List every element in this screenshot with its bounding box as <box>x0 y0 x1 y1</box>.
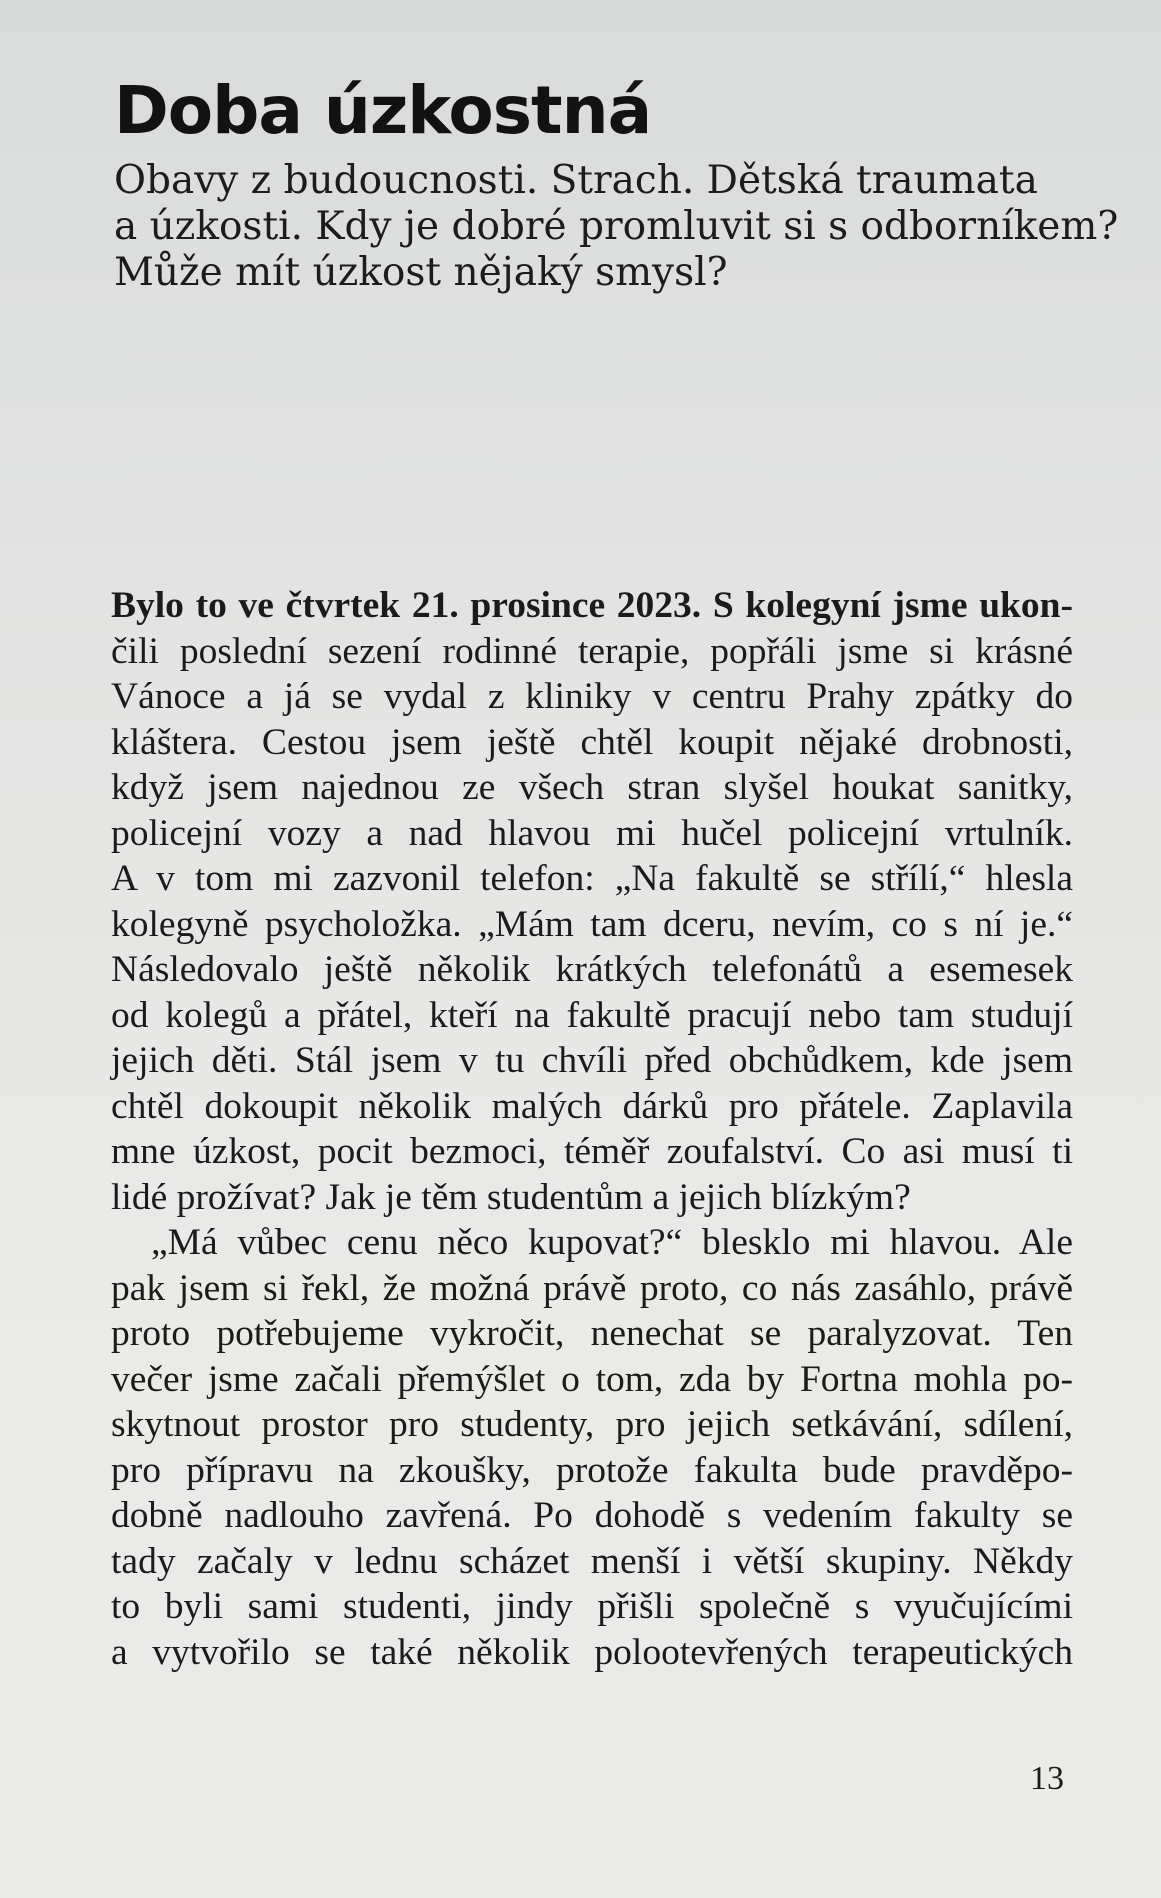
paragraph-line: skytnout prostor pro studenty, pro jejich setkávání, sdílení, <box>111 1404 1073 1445</box>
subtitle-line: Může mít úzkost nějaký smysl? <box>114 250 728 295</box>
page-number: 13 <box>1030 1760 1064 1797</box>
paragraph-line: když jsem najednou ze všech stran slyšel houkat sanitky, <box>111 767 1073 808</box>
body-text <box>111 583 1073 1675</box>
paragraph-line: kláštera. Cestou jsem ještě chtěl koupit nějaké drobnosti, <box>111 721 1073 763</box>
paragraph-line: Vánoce a já se vydal z kliniky v centru Prahy zpátky do <box>111 676 1073 717</box>
chapter-title: Doba úzkostná <box>114 72 652 149</box>
paragraph-line: tady začaly v lednu scházet menší i větší skupiny. Někdy <box>111 1540 1073 1582</box>
subtitle-line: Obavy z budoucnosti. Strach. Dětská traumata <box>114 158 1038 203</box>
paragraph-line: Následovalo ještě několik krátkých telefonátů a esemesek <box>111 949 1073 990</box>
paragraph-line: a vytvořilo se také několik polootevřených terapeutických <box>111 1631 1073 1673</box>
paragraph-line: od kolegů a přátel, kteří na fakultě pracují nebo tam studují <box>111 994 1073 1036</box>
paragraph-line: A v tom mi zazvonil telefon: „Na fakultě se střílí,“ hlesla <box>111 858 1073 899</box>
paragraph-line: pro přípravu na zkoušky, protože fakulta bude pravděpo- <box>111 1449 1073 1491</box>
paragraph-line: dobně nadlouho zavřená. Po dohodě s vedením fakulty se <box>111 1495 1073 1536</box>
lead-sentence: Bylo to ve čtvrtek 21. prosince 2023. S kolegyní jsme ukon- <box>111 585 1073 626</box>
paragraph-line: pak jsem si řekl, že možná právě proto, co nás zasáhlo, právě <box>111 1267 1073 1309</box>
chapter-subtitle <box>114 158 1119 296</box>
paragraph-line: chtěl dokoupit několik malých dárků pro přátele. Zaplavila <box>111 1085 1073 1127</box>
paragraph-line: mne úzkost, pocit bezmoci, téměř zoufalství. Co asi musí ti <box>111 1131 1073 1172</box>
paragraph-line: proto potřebujeme vykročit, nenechat se paralyzovat. Ten <box>111 1313 1073 1354</box>
paragraph-line: kolegyně psycholožka. „Mám tam dceru, nevím, co s ní je.“ <box>111 903 1073 945</box>
subtitle-line: a úzkosti. Kdy je dobré promluvit si s odborníkem? <box>114 204 1119 249</box>
paragraph-line: lidé prožívat? Jak je těm studentům a jejich blízkým? <box>111 1176 911 1218</box>
paragraph-line: večer jsme začali přemýšlet o tom, zda by Fortna mohla po- <box>111 1358 1073 1400</box>
paragraph-line: to byli sami studenti, jindy přišli společně s vyučujícími <box>111 1586 1073 1627</box>
paragraph-line: policejní vozy a nad hlavou mi hučel policejní vrtulník. <box>111 812 1073 854</box>
paragraph-line: jejich děti. Stál jsem v tu chvíli před obchůdkem, kde jsem <box>111 1040 1073 1081</box>
paragraph-line: čili poslední sezení rodinné terapie, popřáli jsme si krásné <box>111 630 1073 672</box>
paragraph-line: „Má vůbec cenu něco kupovat?“ blesklo mi hlavou. Ale <box>151 1222 1073 1263</box>
